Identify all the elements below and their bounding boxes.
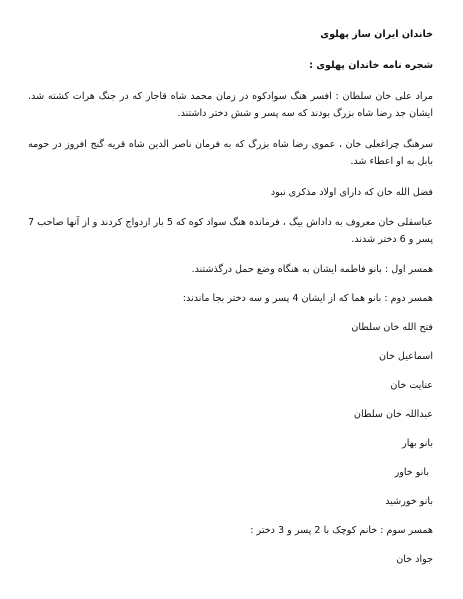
daughter-khorshid: بانو خورشید bbox=[385, 496, 433, 507]
daughter-bahar: بانو بهار bbox=[402, 438, 433, 449]
daughter-khavar: بانو خاور bbox=[394, 467, 429, 478]
paragraph-cheraghali-khan: سرهنگ چراغعلی خان ، عموی رضا شاه بزرگ که به فرمان ناصر الدین شاه قریه گنج افروز در حومه بابل به او اعطاء شد. bbox=[28, 139, 433, 167]
document-subtitle: شجره نامه خاندان پهلوی : bbox=[309, 60, 433, 71]
son-fathollah-khan: فتح الله خان سلطان bbox=[351, 322, 433, 333]
document-body bbox=[28, 26, 433, 568]
son-abdollah-khan: عبداللہ خان سلطان bbox=[353, 409, 433, 420]
paragraph-fazlollah-khan: فضل الله خان که دارای اولاد مذکری نبود bbox=[270, 187, 433, 198]
paragraph-murad-ali-khan: مراد علی خان سلطان : افسر هنگ سوادکوه در زمان محمد شاه قاجار که در جنگ هرات کشته شد. ایشان جد رضا شاه بزرگ بودند که سه پسر و شش دختر داشتند. bbox=[28, 91, 433, 119]
son-enayat-khan: عنایت خان bbox=[390, 380, 433, 391]
second-wife-line: همسر دوم : بانو هما که از ایشان 4 پسر و سه دختر بجا ماندند: bbox=[182, 293, 433, 304]
paragraph-abbasqoli-khan: عباسقلی خان معروف به داداش بیگ ، فرمانده هنگ سواد کوه که 5 بار ازدواج کردند و از آنها صاحب 7 پسر و 6 دختر شدند. bbox=[28, 217, 434, 245]
son-javad-khan: جواد خان bbox=[396, 554, 433, 565]
first-wife-line: همسر اول : بانو فاطمه ایشان به هنگاه وضع حمل درگذشتند. bbox=[191, 264, 433, 275]
document-title: خاندان ایران ساز پهلوی bbox=[320, 29, 433, 40]
son-esmaeil-khan: اسماعیل خان bbox=[378, 351, 433, 362]
third-wife-line: همسر سوم : خانم کوچک با 2 پسر و 3 دختر : bbox=[250, 525, 433, 536]
